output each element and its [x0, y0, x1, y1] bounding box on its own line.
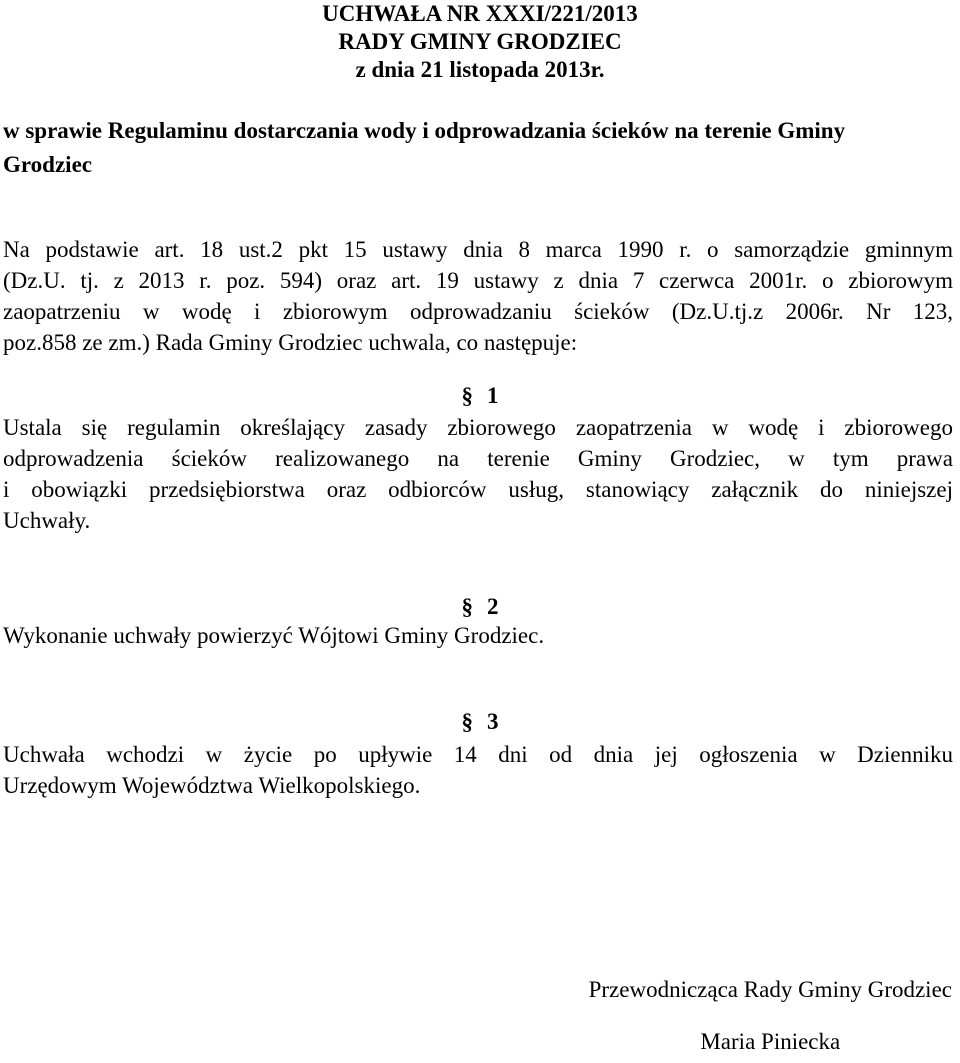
section-3-line-1: Uchwała wchodzi w życie po upływie 14 dni od dnia jej ogłoszenia w Dzienniku [3, 742, 953, 767]
subject-line-1: w sprawie Regulaminu dostarczania wody i odprowadzania ścieków na terenie Gminy [3, 118, 846, 143]
resolution-subject [3, 114, 953, 182]
signatory-title: Przewodnicząca Rady Gminy Grodziec [588, 977, 952, 1002]
paragraph-sign: § [461, 594, 473, 619]
section-1-line-3: i obowiązki przedsiębiorstwa oraz odbiorców usług, stanowiący załącznik do niniejszej [3, 477, 953, 502]
resolution-header [0, 0, 960, 84]
section-1-heading [0, 382, 960, 410]
council-name: RADY GMINY GRODZIEC [338, 29, 622, 54]
signatory-name: Maria Piniecka [700, 1029, 841, 1054]
resolution-date: z dnia 21 listopada 2013r. [355, 57, 605, 82]
section-1-line-1: Ustala się regulamin określający zasady zbiorowego zaopatrzenia w wodę i zbiorowego [3, 415, 953, 440]
section-1-line-4: Uchwały. [3, 508, 91, 533]
section-1-text [3, 412, 953, 536]
section-2-text [3, 620, 953, 651]
section-number: 2 [487, 594, 499, 619]
section-2-heading [0, 593, 960, 621]
preamble-line-2: (Dz.U. tj. z 2013 r. poz. 594) oraz art. 19 ustawy z dnia 7 czerwca 2001r. o zbiorowym [3, 268, 953, 293]
paragraph-sign: § [461, 383, 473, 408]
section-number: 1 [487, 383, 499, 408]
section-3-heading [0, 708, 960, 736]
section-3-text [3, 739, 953, 801]
preamble-line-1: Na podstawie art. 18 ust.2 pkt 15 ustawy dnia 8 marca 1990 r. o samorządzie gminnym [3, 237, 953, 262]
section-number: 3 [487, 709, 499, 734]
subject-line-2: Grodziec [3, 152, 92, 177]
section-1-line-2: odprowadzenia ścieków realizowanego na terenie Gminy Grodziec, w tym prawa [3, 446, 953, 471]
signature-block [589, 976, 952, 1056]
preamble-paragraph [3, 234, 953, 358]
preamble-line-4: poz.858 ze zm.) Rada Gminy Grodziec uchwala, co następuje: [3, 330, 578, 355]
section-2-line-1: Wykonanie uchwały powierzyć Wójtowi Gminy Grodziec. [3, 623, 545, 648]
paragraph-sign: § [461, 709, 473, 734]
resolution-number: UCHWAŁA NR XXXI/221/2013 [322, 1, 638, 26]
preamble-line-3: zaopatrzeniu w wodę i zbiorowym odprowadzaniu ścieków (Dz.U.tj.z 2006r. Nr 123, [3, 299, 953, 324]
section-3-line-2: Urzędowym Województwa Wielkopolskiego. [3, 773, 421, 798]
